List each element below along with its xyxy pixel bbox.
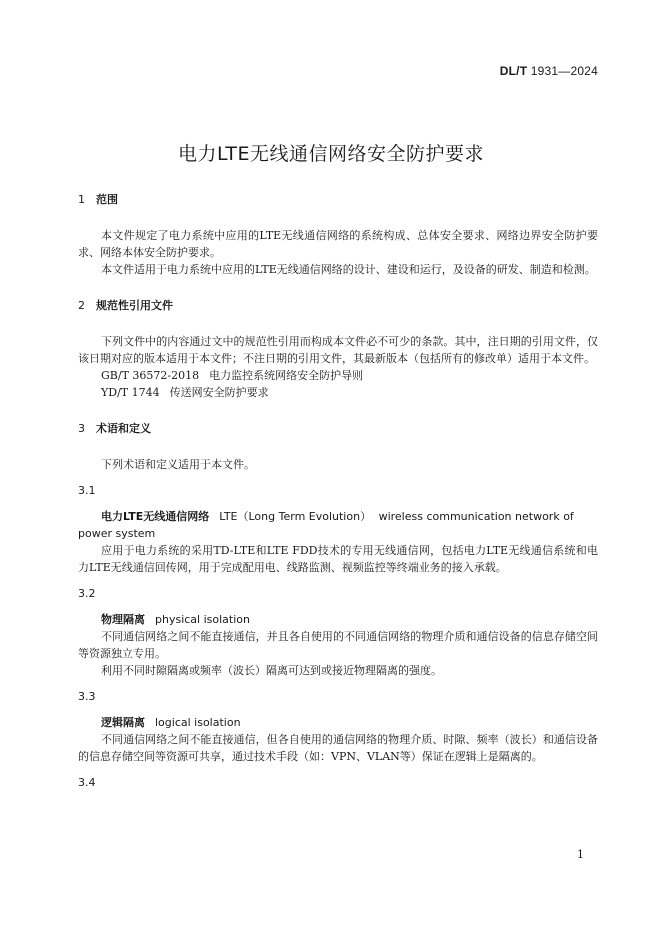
standard-code: DL/T (499, 64, 528, 78)
term-definition: 利用不同时隙隔离或频率（波长）隔离可达到或接近物理隔离的强度。 (101, 664, 442, 677)
term-definition: 不同通信网络之间不能直接通信，并且各自使用的不同通信网络的物理介质和通信设备的信息存储空间等资源独立专用。 (78, 630, 598, 660)
section-heading-scope: 1 范围 (78, 193, 118, 206)
document-title: 电力LTE无线通信网络安全防护要求 (177, 143, 485, 165)
standard-identifier (500, 64, 598, 78)
references-intro: 下列文件中的内容通过文中的规范性引用而构成本文件必不可少的条款。其中，注日期的引用文件，仅该日期对应的版本适用于本文件；不注日期的引用文件，其最新版本（包括所有的修改单）适用于本文件。 (78, 335, 598, 365)
term-entry: 逻辑隔离 logical isolation (101, 716, 241, 729)
reference-item: GB/T 36572-2018 电力监控系统网络安全防护导则 (101, 369, 364, 382)
term-entry: 电力LTE无线通信网络 LTE（Long Term Evolution） wireless communication network of power system (78, 510, 574, 540)
section-heading-normative-references: 2 规范性引用文件 (78, 299, 173, 312)
term-number: 3.1 (78, 484, 96, 497)
page-number: 1 (577, 848, 584, 861)
reference-item: YD/T 1744 传送网安全防护要求 (101, 386, 269, 399)
terms-intro: 下列术语和定义适用于本文件。 (101, 458, 255, 471)
document-body (78, 191, 598, 791)
term-number: 3.2 (78, 587, 96, 600)
term-definition: 应用于电力系统的采用TD-LTE和LTE FDD技术的专用无线通信网，包括电力LTE无线通信系统和电力LTE无线通信回传网，用于完成配用电、线路监测、视频监控等终端业务的接入承载。 (78, 544, 598, 574)
term-entry: 物理隔离 physical isolation (101, 613, 250, 626)
scope-paragraph: 本文件适用于电力系统中应用的LTE无线通信网络的设计、建设和运行，及设备的研发、制造和检测。 (101, 263, 596, 276)
term-number: 3.3 (78, 690, 96, 703)
term-number: 3.4 (78, 776, 96, 789)
term-definition: 不同通信网络之间不能直接通信，但各自使用的通信网络的物理介质、时隙、频率（波长）和通信设备的信息存储空间等资源可共享，通过技术手段（如：VPN、VLAN等）保证在逻辑上是隔离的。 (78, 733, 598, 763)
scope-paragraph: 本文件规定了电力系统中应用的LTE无线通信网络的系统构成、总体安全要求、网络边界安全防护要求、网络本体安全防护要求。 (78, 229, 598, 259)
standard-number: 1931—2024 (530, 64, 598, 78)
section-heading-terms: 3 术语和定义 (78, 422, 151, 435)
